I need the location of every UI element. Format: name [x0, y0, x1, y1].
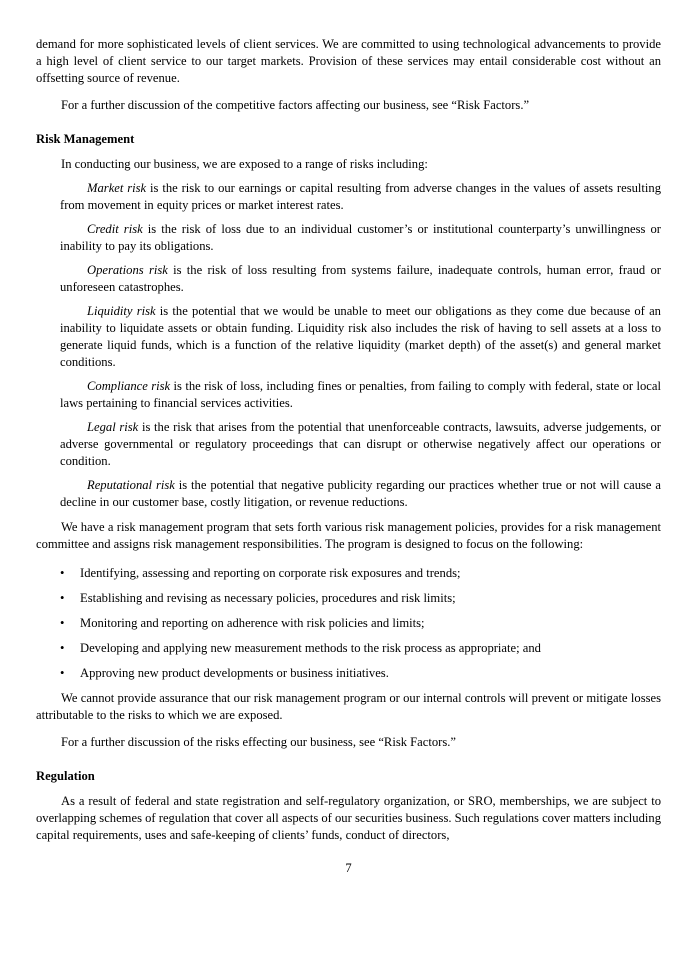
list-item-text: Establishing and revising as necessary policies, procedures and risk limits;: [80, 591, 456, 605]
risk-term: Credit risk: [87, 222, 143, 236]
risk-program-bullet-list: [36, 565, 661, 682]
page-number: 7: [345, 861, 352, 875]
heading-risk-management: Risk Management: [36, 132, 135, 146]
list-item: [60, 590, 661, 607]
paragraph-risk-program: We have a risk management program that sets forth various risk management policies, provides for a risk management committee and assigns risk management responsibilities. The program is designed to focus on the following:: [36, 520, 661, 551]
heading-regulation: Regulation: [36, 769, 95, 783]
list-item-text: Approving new product developments or business initiatives.: [80, 666, 389, 680]
list-item: [60, 665, 661, 682]
list-item-text: Developing and applying new measurement methods to the risk process as appropriate; and: [80, 641, 541, 655]
risk-definition-legal: [60, 419, 661, 470]
risk-text: is the risk of loss resulting from systems failure, inadequate controls, human error, fraud or unforeseen catastrophes.: [60, 263, 661, 294]
risk-text: is the risk to our earnings or capital resulting from adverse changes in the values of assets resulting from movement in equity prices or market interest rates.: [60, 181, 661, 212]
risk-definition-compliance: [60, 378, 661, 412]
risk-term: Reputational risk: [87, 478, 175, 492]
risk-definition-reputational: [60, 477, 661, 511]
risk-text: is the potential that we would be unable to meet our obligations as they come due because of an inability to liquidate assets or obtain funding. Liquidity risk also includes the risk of having to sell assets at a loss to generate liquid funds, which is a function of the relative liquidity (market depth) of the asset(s) and general market conditions.: [60, 304, 661, 369]
risk-text: is the risk that arises from the potential that unenforceable contracts, lawsuits, adverse judgements, or adverse governmental or regulatory proceedings that can disrupt or otherwise negatively affect our operations or condition.: [60, 420, 661, 468]
bullet-icon: •: [60, 641, 65, 655]
risk-text: is the risk of loss due to an individual customer’s or institutional counterparty’s unwillingness or inability to pay its obligations.: [60, 222, 661, 253]
bullet-icon: •: [60, 616, 65, 630]
risk-term: Liquidity risk: [87, 304, 156, 318]
paragraph-no-assurance: We cannot provide assurance that our risk management program or our internal controls will prevent or mitigate losses attributable to the risks to which we are exposed.: [36, 691, 661, 722]
risk-text: is the risk of loss, including fines or penalties, from failing to comply with federal, state or local laws pertaining to financial services activities.: [60, 379, 661, 410]
list-item: [60, 615, 661, 632]
list-item-text: Monitoring and reporting on adherence with risk policies and limits;: [80, 616, 425, 630]
risk-term: Market risk: [87, 181, 147, 195]
paragraph-in-conducting: In conducting our business, we are exposed to a range of risks including:: [61, 157, 428, 171]
list-item: [60, 565, 661, 582]
risk-definition-credit: [60, 221, 661, 255]
list-item: [60, 640, 661, 657]
bullet-icon: •: [60, 591, 65, 605]
paragraph-regulation: As a result of federal and state registration and self-regulatory organization, or SRO, memberships, we are subject to overlapping schemes of regulation that cover all aspects of our securities business. Such regulations cover matters including capital requirements, uses and safe-keeping of clients’ funds, conduct of directors,: [36, 794, 661, 842]
paragraph-continuation: demand for more sophisticated levels of client services. We are committed to using technological advancements to provide a high level of client service to our target markets. Provision of these services may entail considerable cost without an offsetting source of revenue.: [36, 37, 661, 85]
paragraph-see-risk-factors-competitive: For a further discussion of the competitive factors affecting our business, see “Risk Factors.”: [61, 98, 530, 112]
bullet-icon: •: [60, 566, 65, 580]
paragraph-see-risk-factors-risks: For a further discussion of the risks effecting our business, see “Risk Factors.”: [61, 735, 456, 749]
list-item-text: Identifying, assessing and reporting on corporate risk exposures and trends;: [80, 566, 461, 580]
risk-term: Operations risk: [87, 263, 168, 277]
risk-term: Compliance risk: [87, 379, 171, 393]
risk-definition-operations: [60, 262, 661, 296]
risk-definition-liquidity: [60, 303, 661, 371]
risk-term: Legal risk: [87, 420, 139, 434]
risk-text: is the potential that negative publicity regarding our practices whether true or not will cause a decline in our customer base, costly litigation, or revenue reductions.: [60, 478, 662, 509]
bullet-icon: •: [60, 666, 65, 680]
risk-definition-market: [60, 180, 661, 214]
